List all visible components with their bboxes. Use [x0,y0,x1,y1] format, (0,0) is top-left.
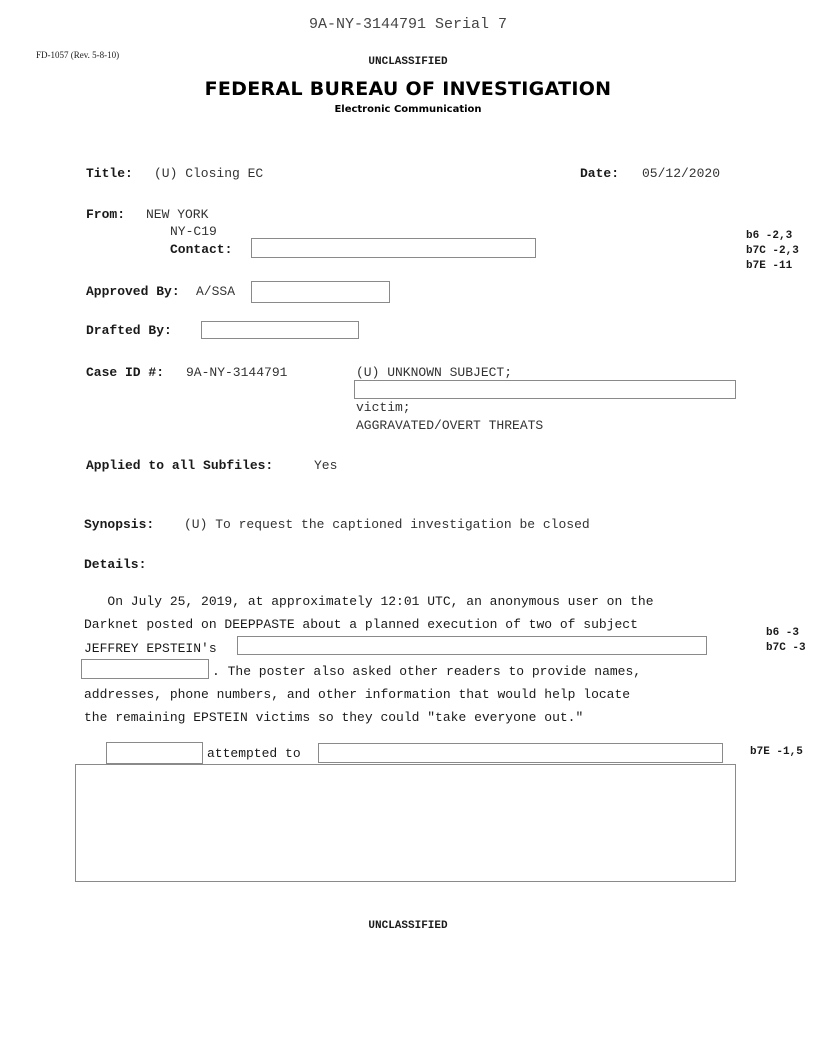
redaction-block [75,764,736,882]
details-line: On July 25, 2019, at approximately 12:01 UTC, an anonymous user on the [84,594,654,609]
details-line: JEFFREY EPSTEIN's [84,641,217,656]
exemption-code: b7E -11 [746,260,793,272]
from-label: From: [86,207,126,222]
approved-by-value: A/SSA [196,284,236,299]
title-value: (U) Closing EC [154,166,264,181]
form-number: FD-1057 (Rev. 5-8-10) [36,50,120,60]
case-caption-line: (U) UNKNOWN SUBJECT; [356,365,513,380]
redaction-approver [251,281,390,303]
document-type: Electronic Communication [334,104,482,115]
redaction-agent [106,742,203,764]
details-line: . The poster also asked other readers to provide names, [212,664,642,679]
details-paragraph [84,590,654,636]
title-label: Title: [86,166,133,181]
synopsis-value: (U) To request the captioned investigation be closed [184,517,590,532]
redaction-contact [251,238,536,258]
agency-title: FEDERAL BUREAU OF INVESTIGATION [204,78,612,100]
serial-number: 9A-NY-3144791 Serial 7 [308,16,508,33]
exemption-code: b7E -1,5 [750,746,803,758]
details-line: attempted to [207,746,301,761]
exemption-code: b6 -3 [766,627,800,639]
redaction-drafter [201,321,359,339]
redaction-technique [318,743,723,763]
exemption-code: b6 -2,3 [746,230,793,242]
details-line: Darknet posted on DEEPPASTE about a planned execution of two of subject [84,617,638,632]
exemption-code: b7C -3 [766,642,806,654]
subfiles-label: Applied to all Subfiles: [86,458,274,473]
redaction-victims-cont [81,659,209,679]
exemption-code: b7C -2,3 [746,245,799,257]
date-label: Date: [580,166,620,181]
contact-label: Contact: [170,242,233,257]
classification-bottom: UNCLASSIFIED [368,920,448,932]
date-value: 05/12/2020 [642,166,721,181]
case-caption-line: AGGRAVATED/OVERT THREATS [356,418,544,433]
subfiles-value: Yes [314,458,338,473]
details-label: Details: [84,557,147,572]
drafted-by-label: Drafted By: [86,323,172,338]
case-caption-line: victim; [356,400,411,415]
details-line: addresses, phone numbers, and other information that would help locate [84,687,631,702]
from-office: NEW YORK [146,207,209,222]
synopsis-label: Synopsis: [84,517,155,532]
from-squad: NY-C19 [170,224,217,239]
details-line: the remaining EPSTEIN victims so they could "take everyone out." [84,710,584,725]
case-id-value: 9A-NY-3144791 [186,365,288,380]
case-id-label: Case ID #: [86,365,165,380]
redaction-victims [237,636,707,655]
approved-by-label: Approved By: [86,284,180,299]
redaction-case-caption [354,380,736,399]
classification-top: UNCLASSIFIED [368,56,448,68]
